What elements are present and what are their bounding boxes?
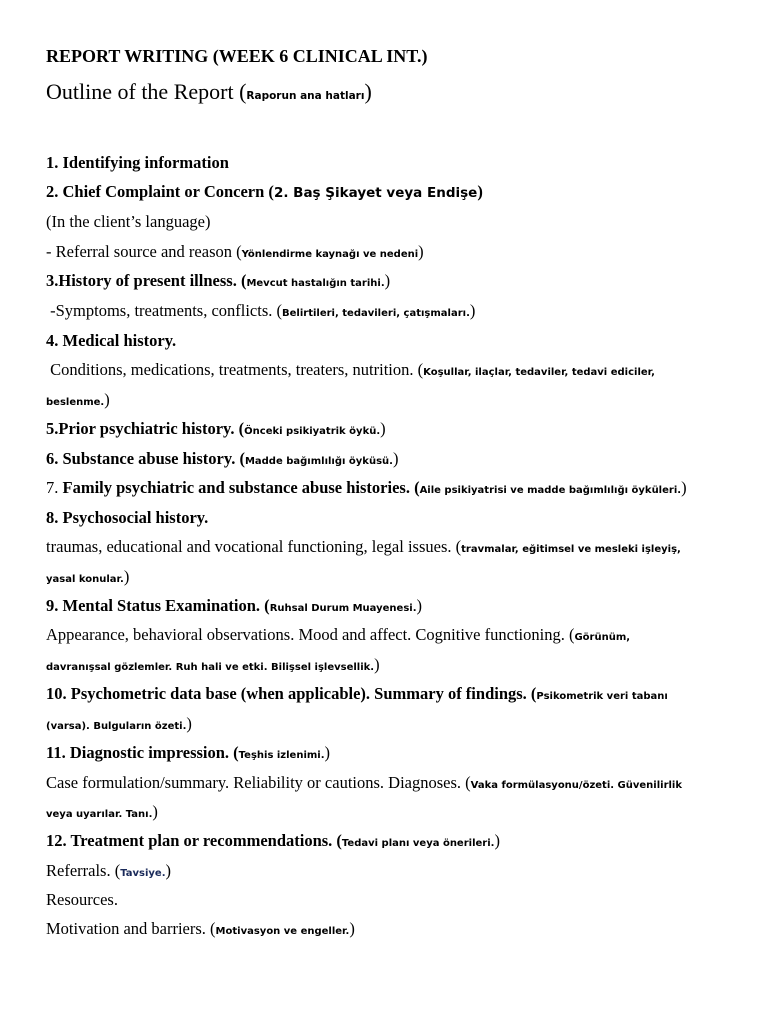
- item-note: davranışsal gözlemler. Ruh hali ve etki. Bilişsel işlevsellik.: [46, 662, 375, 673]
- item-close: ): [469, 301, 476, 320]
- item-note: Teşhis izlenimi.: [238, 750, 325, 761]
- subtitle-close: ): [364, 79, 372, 104]
- item-main: Conditions, medications, treatments, treaters, nutrition. (: [46, 360, 424, 379]
- item-resources: [46, 890, 748, 910]
- item-close: ): [165, 861, 171, 880]
- item-note: Ruhsal Durum Muayenesi.: [269, 603, 417, 614]
- item-note: beslenme.: [46, 397, 105, 408]
- subtitle-note: Raporun ana hatları: [246, 90, 365, 102]
- subtitle-text: Outline of the Report (: [46, 79, 247, 104]
- item-appearance: [46, 625, 748, 648]
- item-symptoms: [46, 301, 748, 324]
- item-diagnostic-impression: [46, 743, 748, 766]
- item-main: traumas, educational and vocational functioning, legal issues. (: [46, 537, 462, 556]
- item-main: 6. Substance abuse history. (: [46, 449, 245, 468]
- item-main: Resources.: [46, 890, 118, 909]
- item-main-pre: 7.: [46, 478, 63, 497]
- page-title: REPORT WRITING (WEEK 6 CLINICAL INT.): [46, 46, 428, 66]
- item-main: 10. Psychometric data base (when applicable). Summary of findings. (: [46, 684, 537, 703]
- item-note: Tedavi planı veya önerileri.: [341, 838, 495, 849]
- item-present-illness: [46, 271, 748, 294]
- item-main: 12. Treatment plan or recommendations. (: [46, 831, 342, 850]
- item-close: ): [494, 831, 500, 850]
- item-main: 9. Mental Status Examination. (: [46, 596, 270, 615]
- item-motivation: [46, 919, 748, 942]
- item-close: ): [418, 242, 424, 261]
- item-client-language: [46, 212, 748, 232]
- item-medical-history: [46, 331, 748, 351]
- item-traumas-cont: [46, 567, 748, 590]
- item-main: 5.Prior psychiatric history. (: [46, 419, 245, 438]
- item-note: Mevcut hastalığın tarihi.: [246, 278, 385, 289]
- item-note: Önceki psikiyatrik öykü.: [244, 426, 381, 437]
- item-close: ): [123, 567, 130, 586]
- item-note: Psikometrik veri tabanı: [536, 691, 668, 702]
- item-main: Appearance, behavioral observations. Mood and affect. Cognitive functioning. (: [46, 625, 575, 644]
- item-main: 8. Psychosocial history.: [46, 508, 209, 527]
- item-main: 4. Medical history.: [46, 331, 177, 350]
- item-family-histories: [46, 478, 748, 501]
- item-case-formulation-cont: [46, 802, 748, 825]
- item-substance-abuse: [46, 449, 748, 472]
- item-close: ): [324, 743, 331, 762]
- item-note: (varsa). Bulguların özeti.: [46, 721, 187, 732]
- item-close: ): [384, 271, 391, 290]
- item-identifying-information: [46, 153, 748, 173]
- item-close: ): [349, 919, 355, 938]
- item-main: 11. Diagnostic impression. (: [46, 743, 239, 762]
- item-prior-psychiatric: [46, 419, 748, 442]
- item-referral-source: [46, 242, 748, 265]
- item-note: veya uyarılar. Tanı.: [46, 809, 153, 820]
- item-main: Case formulation/summary. Reliability or cautions. Diagnoses. (: [46, 773, 471, 792]
- item-conditions: [46, 360, 748, 383]
- item-referrals: [46, 861, 748, 884]
- item-main: Family psychiatric and substance abuse histories. (: [62, 478, 420, 497]
- item-note: Tavsiye.: [120, 868, 166, 879]
- item-close: ): [416, 596, 422, 615]
- item-note: travmalar, eğitimsel ve mesleki işleyiş,: [461, 544, 681, 555]
- item-close: ): [681, 478, 687, 497]
- item-chief-complaint: [46, 182, 748, 203]
- item-close: ): [186, 714, 192, 733]
- item-note: Koşullar, ilaçlar, tedaviler, tedavi ediciler,: [423, 367, 655, 378]
- item-appearance-cont: [46, 655, 748, 678]
- item-main: 1. Identifying information: [46, 153, 229, 172]
- item-close: ): [374, 655, 380, 674]
- item-close: ): [104, 390, 110, 409]
- item-close: ): [392, 449, 399, 468]
- item-note: Yönlendirme kaynağı ve nedeni: [241, 249, 419, 260]
- item-main: Referrals. (: [46, 861, 121, 880]
- item-traumas: [46, 537, 748, 560]
- item-main: 3.History of present illness. (: [46, 271, 247, 290]
- item-case-formulation: [46, 773, 748, 796]
- item-treatment-plan: [46, 831, 748, 854]
- item-main: Motivation and barriers. (: [46, 919, 216, 938]
- item-close: ): [152, 802, 158, 821]
- item-note: Vaka formülasyonu/özeti. Güvenilirlik: [470, 780, 683, 791]
- item-note: Belirtileri, tedavileri, çatışmaları.: [282, 308, 470, 319]
- item-main: -Symptoms, treatments, conflicts. (: [46, 301, 283, 320]
- item-close: ): [380, 419, 386, 438]
- item-conditions-cont: [46, 390, 748, 413]
- item-psychometric-cont: [46, 714, 748, 737]
- item-note: Aile psikiyatrisi ve madde bağımlılığı öyküleri.: [419, 485, 682, 496]
- item-note: Motivasyon ve engeller.: [215, 926, 350, 937]
- item-note: 2. Baş Şikayet veya Endişe: [273, 185, 478, 201]
- item-main: 2. Chief Complaint or Concern (: [46, 182, 274, 201]
- item-psychosocial: [46, 508, 748, 528]
- item-note: yasal konular.: [46, 574, 124, 585]
- page-subtitle: [46, 79, 372, 105]
- item-mental-status: [46, 596, 748, 619]
- item-main: - Referral source and reason (: [46, 242, 242, 261]
- item-main: (In the client’s language): [46, 212, 211, 231]
- item-note: Görünüm,: [574, 632, 631, 643]
- item-note: Madde bağımlılığı öyküsü.: [244, 456, 393, 467]
- item-close: ): [477, 182, 483, 201]
- item-psychometric: [46, 684, 748, 707]
